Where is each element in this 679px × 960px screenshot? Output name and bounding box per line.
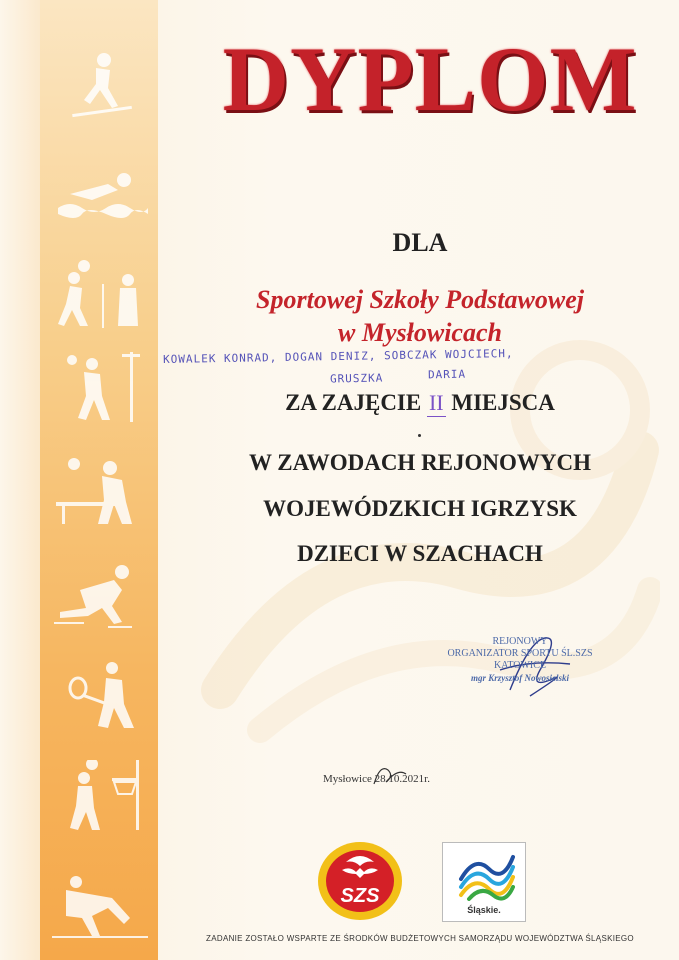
place-value-handwritten: II: [428, 390, 444, 415]
sprint-start-icon: [52, 868, 148, 938]
competition-line-1: W ZAWODACH REJONOWYCH: [248, 450, 592, 475]
left-margin-gradient: [0, 0, 40, 960]
slaskie-logo: [442, 842, 526, 922]
recipient-line-1: Sportowej Szkoły Podstawowej: [256, 285, 584, 314]
szs-logo: [316, 840, 404, 922]
date-line: Mysłowice 28.10.2021r.: [323, 773, 430, 785]
tennis-icon: [52, 660, 148, 730]
slaskie-logo-label: Śląskie.: [467, 905, 501, 915]
recipient-line-2: w Mysłowicach: [338, 318, 502, 347]
table-tennis-icon: [52, 454, 148, 524]
szs-logo-text: SZS: [340, 885, 380, 907]
organizer-stamp: [430, 636, 610, 684]
divider-dot: [418, 434, 421, 437]
place-line: [170, 390, 670, 417]
skating-icon: [52, 560, 148, 630]
handwritten-names-line-1: KOWALEK KONRAD, DOGAN DENIZ, SOBCZAK WOJCIECH,: [162, 346, 514, 367]
competition-line-2: WOJEWÓDZKICH IGRZYSK: [263, 496, 577, 521]
stamp-signer: mgr Krzysztof Nowosielski: [470, 673, 569, 683]
place-prefix: ZA ZAJĘCIE: [285, 390, 422, 415]
skiing-icon: [52, 48, 148, 118]
swimming-icon: [52, 160, 148, 230]
place-suffix: MIEJSCA: [451, 390, 555, 415]
badminton-icon: [52, 352, 148, 422]
competition-line-3: DZIECI W SZACHACH: [297, 541, 543, 566]
handwritten-name-gruszka: GRUSZKA: [329, 371, 384, 386]
for-label: DLA: [392, 228, 448, 257]
volleyball-icon: [52, 258, 148, 328]
stamp-line-3: KATOWICE: [493, 660, 547, 671]
funding-footer: ZADANIE ZOSTAŁO WSPARTE ZE ŚRODKÓW BUDŻETOWYCH SAMORZĄDU WOJEWÓDZTWA ŚLĄSKIEGO: [206, 934, 634, 943]
handwritten-name-daria: DARIA: [427, 367, 467, 382]
basketball-icon: [52, 760, 148, 830]
stamp-line-2: ORGANIZATOR SPORTU ŚL.SZS: [447, 648, 593, 659]
diploma-title: DYPLOM: [222, 28, 638, 130]
stamp-line-1: REJONOWY: [492, 636, 548, 647]
